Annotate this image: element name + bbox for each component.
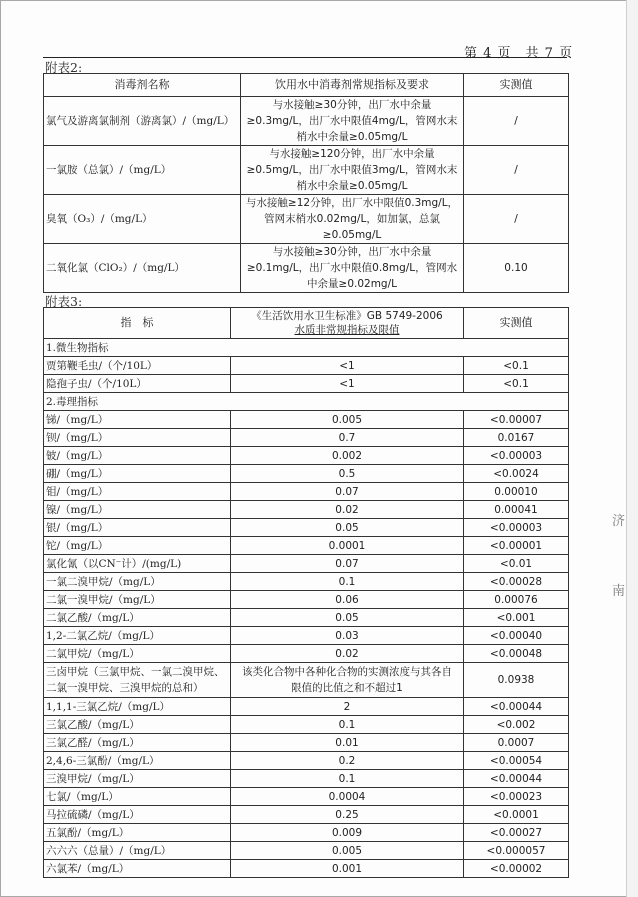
disinfectant-name: 一氯胺（总氯）/（mg/L）: [44, 146, 241, 195]
measured-value: <0.001: [464, 609, 569, 627]
measured-value: <0.00028: [464, 573, 569, 591]
measured-value: <0.00048: [464, 645, 569, 663]
requirement: 与水接触≥12分钟，出厂水中限值0.3mg/L，管网末梢水0.02mg/L，如加氯，总氯≥0.05mg/L: [241, 195, 464, 244]
table3-caption: 附表3:: [45, 294, 83, 309]
measured-value: 0.00010: [464, 483, 569, 501]
limit-value: 0.0004: [231, 788, 464, 806]
indicator-name: 氯化氰（以CN⁻计）/(mg/L): [44, 555, 231, 573]
measured-value: 0.0007: [464, 734, 569, 752]
indicator-name: 钡/（mg/L）: [44, 429, 231, 447]
limit-value: 0.001: [231, 860, 464, 878]
header-standard: [231, 308, 464, 339]
indicator-name: 铊/（mg/L）: [44, 537, 231, 555]
limit-value: 0.05: [231, 609, 464, 627]
requirement: 与水接触≥120分钟，出厂水中余量≥0.5mg/L，出厂水中限值3mg/L，管网水末梢水中余量≥0.05mg/L: [241, 146, 464, 195]
indicator-name-line: 二氯一溴甲烷、三溴甲烷的总和）: [46, 682, 204, 694]
page-number: 第 4 页 共 7 页: [464, 46, 574, 61]
limit-value: 0.009: [231, 824, 464, 842]
table-row: [44, 244, 569, 293]
table-row: [44, 97, 569, 146]
table-row: [44, 860, 569, 878]
disinfectant-name: 二氧化氯（ClO₂）/（mg/L）: [44, 244, 241, 293]
measured-value: 0.0167: [464, 429, 569, 447]
measured-value: <0.00003: [464, 519, 569, 537]
table-row: [44, 591, 569, 609]
limit-value: 0.02: [231, 501, 464, 519]
limit-value: 0.0001: [231, 537, 464, 555]
indicator-name: 二氯甲烷/（mg/L）: [44, 645, 231, 663]
indicator-name: 六氯苯/（mg/L）: [44, 860, 231, 878]
table-row: [44, 465, 569, 483]
measured-value: <0.00003: [464, 447, 569, 465]
limit-value: 0.01: [231, 734, 464, 752]
measured-value: <0.1: [464, 375, 569, 393]
indicator-name: 三氯乙醛/（mg/L）: [44, 734, 231, 752]
limit-value: 2: [231, 698, 464, 716]
table-row: [44, 357, 569, 375]
indicator-name: 1,2-二氯乙烷/（mg/L）: [44, 627, 231, 645]
indicator-name: 钼/（mg/L）: [44, 483, 231, 501]
indicator-name: 七氯/（mg/L）: [44, 788, 231, 806]
indicator-name: 镍/（mg/L）: [44, 501, 231, 519]
requirement: 与水接触≥30分钟，出厂水中余量≥0.1mg/L，出厂水中限值0.8mg/L，管网水中余量≥0.02mg/L: [241, 244, 464, 293]
indicator-name: 硼/（mg/L）: [44, 465, 231, 483]
table-row: [44, 411, 569, 429]
page-edge: [626, 0, 638, 897]
header-measured: 实测值: [464, 74, 569, 97]
table-row: [44, 573, 569, 591]
table-row: [44, 447, 569, 465]
indicator-name: 三溴甲烷/（mg/L）: [44, 770, 231, 788]
header-rule: [43, 57, 567, 58]
limit-value: 0.07: [231, 483, 464, 501]
measured-value: <0.1: [464, 357, 569, 375]
measured-value: <0.0001: [464, 806, 569, 824]
measured-value: <0.00001: [464, 537, 569, 555]
measured-value: 0.0938: [464, 663, 569, 698]
header-disinfectant-name: 消毒剂名称: [44, 74, 241, 97]
table-row: [44, 195, 569, 244]
limit-value: 该类化合物中各种化合物的实测浓度与其各自限值的比值之和不超过1: [231, 663, 464, 698]
table-row: [44, 146, 569, 195]
measured-value: 0.00076: [464, 591, 569, 609]
indicator-name: 铍/（mg/L）: [44, 447, 231, 465]
measured-value: <0.0024: [464, 465, 569, 483]
limit-value: 0.5: [231, 465, 464, 483]
table-row: [44, 429, 569, 447]
indicator-name: 贾第鞭毛虫/（个/10L）: [44, 357, 231, 375]
table-header-row: [44, 74, 569, 97]
table-row: [44, 501, 569, 519]
limit-value: 0.1: [231, 573, 464, 591]
limit-value: 0.2: [231, 752, 464, 770]
limit-value: 0.07: [231, 555, 464, 573]
table-row: [44, 483, 569, 501]
nonroutine-indicator-table: [43, 307, 569, 878]
measured-value: <0.00027: [464, 824, 569, 842]
requirement: 与水接触≥30分钟，出厂水中余量≥0.3mg/L，出厂水中限值4mg/L，管网水末梢水中余量≥0.05mg/L: [241, 97, 464, 146]
header-requirement: 饮用水中消毒剂常规指标及要求: [241, 74, 464, 97]
measured-value: /: [464, 146, 569, 195]
disinfectant-name: 臭氧（O₃）/（mg/L）: [44, 195, 241, 244]
limit-value: 0.1: [231, 770, 464, 788]
limit-value: 0.002: [231, 447, 464, 465]
indicator-name: 二氯一溴甲烷/（mg/L）: [44, 591, 231, 609]
measured-value: <0.002: [464, 716, 569, 734]
indicator-name: 1,1,1-三氯乙烷/（mg/L）: [44, 698, 231, 716]
measured-value: 0.10: [464, 244, 569, 293]
indicator-name: 锑/（mg/L）: [44, 411, 231, 429]
table-row: [44, 555, 569, 573]
table-row: [44, 645, 569, 663]
limit-value: 0.25: [231, 806, 464, 824]
measured-value: <0.00044: [464, 698, 569, 716]
section-row: [44, 339, 569, 357]
table-body: [44, 339, 569, 878]
header-indicator: 指 标: [44, 308, 231, 339]
limit-value: <1: [231, 357, 464, 375]
measured-value: <0.00023: [464, 788, 569, 806]
table-row: [44, 627, 569, 645]
measured-value: <0.01: [464, 555, 569, 573]
table-header-row: [44, 308, 569, 339]
table-row: [44, 788, 569, 806]
disinfectant-name: 氯气及游离氯制剂（游离氯）/（mg/L）: [44, 97, 241, 146]
limit-value: 0.05: [231, 519, 464, 537]
measured-value: 0.00041: [464, 501, 569, 519]
indicator-name: 银/（mg/L）: [44, 519, 231, 537]
table-row: [44, 752, 569, 770]
table-row: [44, 537, 569, 555]
header-measured: 实测值: [464, 308, 569, 339]
measured-value: <0.00044: [464, 770, 569, 788]
margin-stamp-char: 南: [612, 584, 626, 599]
indicator-name: 六六六（总量）/（mg/L）: [44, 842, 231, 860]
measured-value: <0.00054: [464, 752, 569, 770]
table-row: [44, 609, 569, 627]
table-row: [44, 842, 569, 860]
limit-value: 0.005: [231, 842, 464, 860]
indicator-name: 二氯乙酸/（mg/L）: [44, 609, 231, 627]
indicator-name: 2,4,6-三氯酚/（mg/L）: [44, 752, 231, 770]
table-row: [44, 698, 569, 716]
limit-value: 0.1: [231, 716, 464, 734]
measured-value: <0.00002: [464, 860, 569, 878]
measured-value: /: [464, 195, 569, 244]
limit-value: 0.02: [231, 645, 464, 663]
limit-value: 0.005: [231, 411, 464, 429]
table-row: [44, 375, 569, 393]
limit-value: 0.7: [231, 429, 464, 447]
limit-value: 0.03: [231, 627, 464, 645]
disinfectant-table: [43, 73, 569, 293]
table-row: [44, 824, 569, 842]
table-row: [44, 716, 569, 734]
measured-value: <0.000057: [464, 842, 569, 860]
header-standard-line1: 《生活饮用水卫生标准》GB 5749-2006: [251, 310, 443, 322]
indicator-name: 一氯二溴甲烷/（mg/L）: [44, 573, 231, 591]
table-row: [44, 770, 569, 788]
table-row: [44, 519, 569, 537]
table2-caption: 附表2:: [45, 60, 83, 75]
table-row: [44, 734, 569, 752]
header-standard-line2: 水质非常规指标及限值: [294, 324, 400, 336]
table-row: [44, 663, 569, 698]
limit-value: <1: [231, 375, 464, 393]
measured-value: <0.00007: [464, 411, 569, 429]
table-row: [44, 806, 569, 824]
section-title: 2.毒理指标: [44, 393, 569, 411]
section-row: [44, 393, 569, 411]
measured-value: <0.00040: [464, 627, 569, 645]
margin-stamp-char: 济: [612, 514, 626, 529]
indicator-name: 隐孢子虫/（个/10L）: [44, 375, 231, 393]
indicator-name: 马拉硫磷/（mg/L）: [44, 806, 231, 824]
indicator-name: 三氯乙酸/（mg/L）: [44, 716, 231, 734]
indicator-name: [44, 663, 231, 698]
section-title: 1.微生物指标: [44, 339, 569, 357]
indicator-name-line: 三卤甲烷（三氯甲烷、一氯二溴甲烷、: [46, 666, 225, 678]
indicator-name: 五氯酚/（mg/L）: [44, 824, 231, 842]
measured-value: /: [464, 97, 569, 146]
limit-value: 0.06: [231, 591, 464, 609]
